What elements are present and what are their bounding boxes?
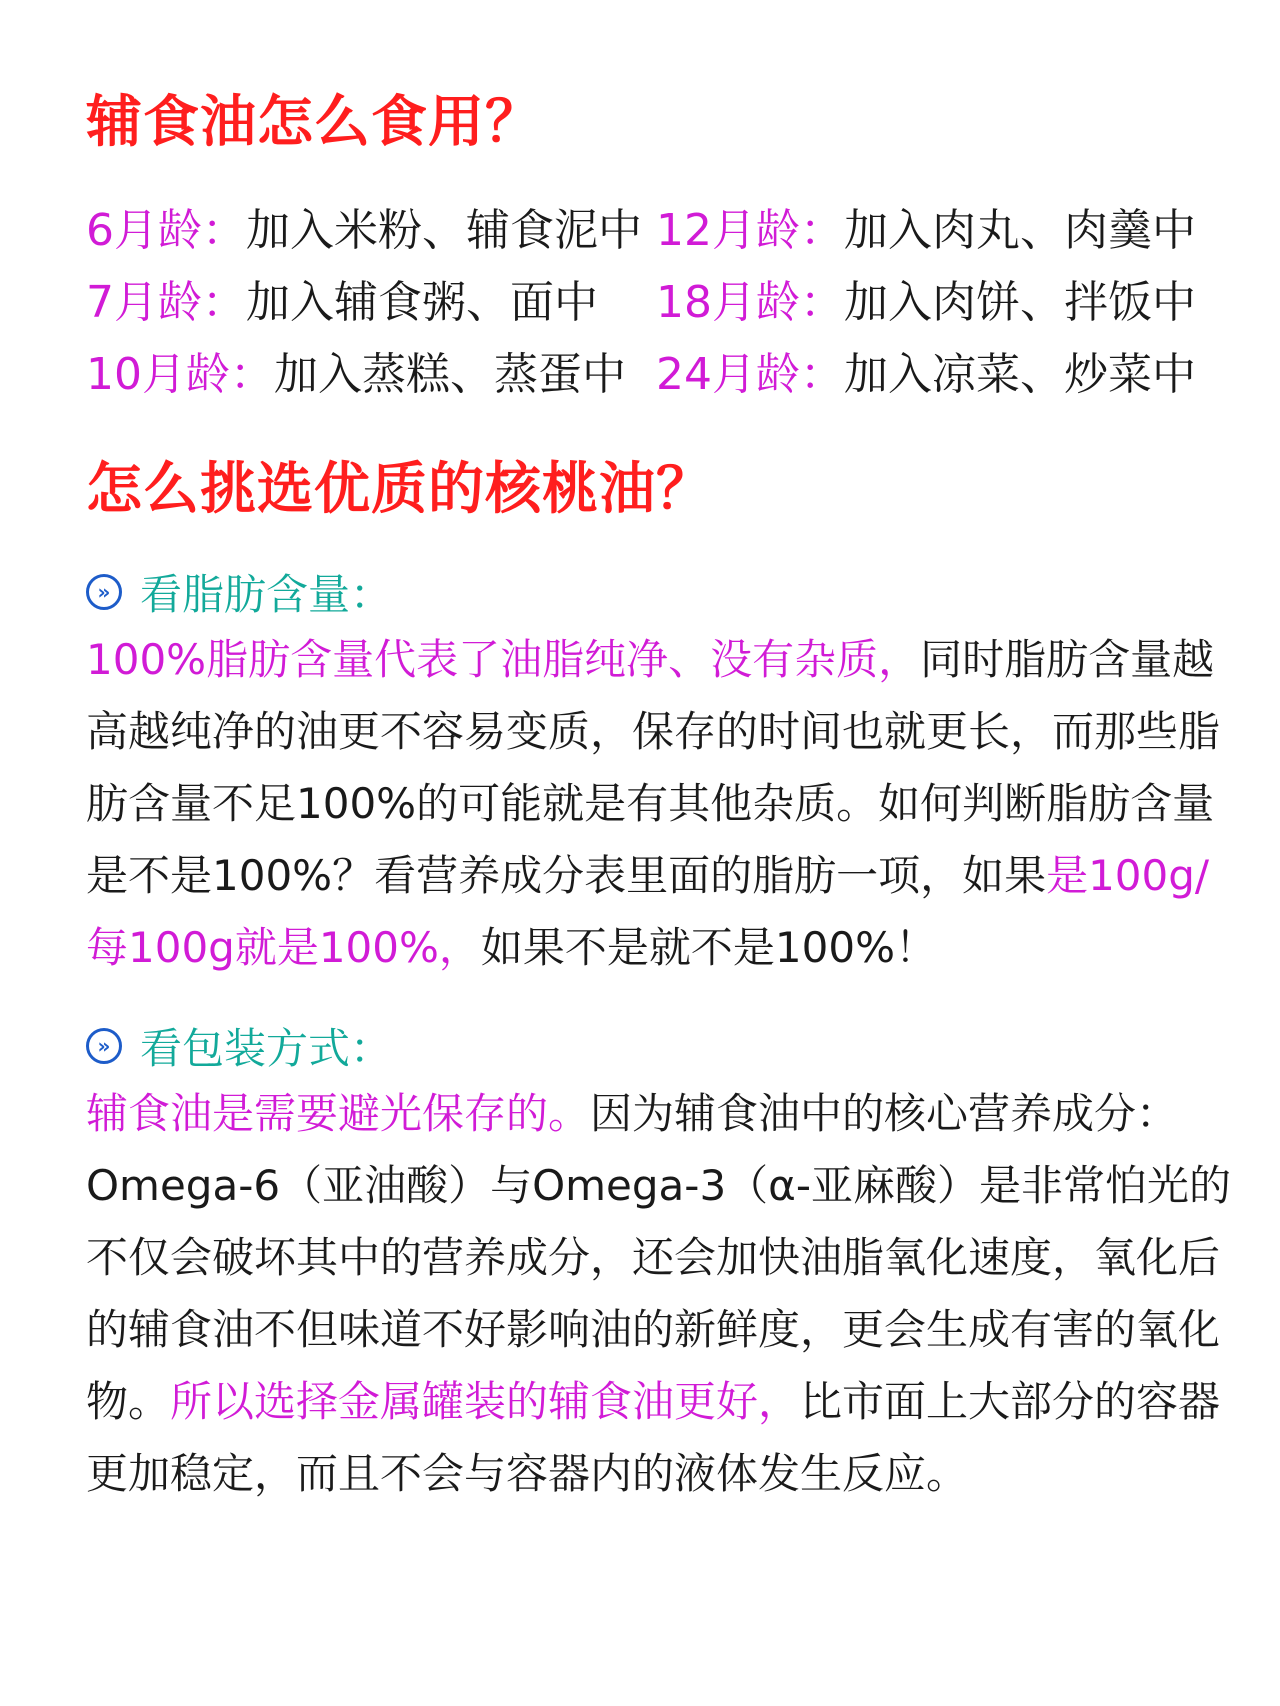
age-row	[86, 262, 1226, 334]
age-row	[86, 190, 1226, 262]
highlight-text: 是100g/每100g就是100%，	[86, 851, 1210, 972]
age-item	[86, 338, 656, 402]
paragraph-fat	[86, 624, 1236, 984]
age-label: 12月龄：	[656, 205, 844, 256]
age-label: 6月龄：	[86, 205, 246, 256]
double-chevron-right-icon: »	[86, 1028, 122, 1064]
double-chevron-right-icon: »	[86, 574, 122, 610]
subheading-packaging	[86, 1016, 392, 1076]
age-text: 加入米粉、辅食泥中	[246, 205, 642, 256]
body-text: 比市面上大部分的容器更加稳定，而且不会与容器内的液体发生反应。	[86, 1377, 1221, 1498]
age-label: 18月龄：	[656, 277, 844, 328]
age-label: 7月龄：	[86, 277, 246, 328]
age-item	[656, 194, 1226, 258]
subheading-packaging-label: 看包装方式：	[140, 1024, 393, 1073]
age-item	[656, 266, 1226, 330]
highlight-text: 辅食油是需要避光保存的。	[86, 1089, 591, 1138]
age-text: 加入肉丸、肉羹中	[844, 205, 1196, 256]
paragraph-packaging	[86, 1078, 1236, 1510]
subheading-fat-label: 看脂肪含量：	[140, 570, 393, 619]
section-title-selection: 怎么挑选优质的核桃油？	[86, 457, 713, 522]
age-item	[86, 266, 656, 330]
subheading-fat	[86, 562, 392, 622]
section-title-usage: 辅食油怎么食用？	[86, 90, 542, 155]
age-grid	[86, 190, 1226, 406]
age-label: 24月龄：	[656, 349, 844, 400]
age-text: 加入肉饼、拌饭中	[844, 277, 1196, 328]
body-text: 同时脂肪含量越高越纯净的油更不容易变质，保存的时间也就更长，而那些脂肪含量不足100%的可能就是有其他杂质。如何判断脂肪含量是不是100%？看营养成分表里面的脂肪一项，如果	[86, 635, 1221, 900]
highlight-text: 100%脂肪含量代表了油脂纯净、没有杂质，	[86, 635, 921, 684]
highlight-text: 所以选择金属罐装的辅食油更好，	[170, 1377, 801, 1426]
age-item	[86, 194, 656, 258]
body-text: 因为辅食油中的核心营养成分：Omega-6（亚油酸）与Omega-3（α-亚麻酸）是非常怕光的不仅会破坏其中的营养成分，还会加快油脂氧化速度，氧化后的辅食油不但味道不好影响油的新鲜度，更会生成有害的氧化物。	[86, 1089, 1232, 1426]
age-row	[86, 334, 1226, 406]
age-text: 加入蒸糕、蒸蛋中	[274, 349, 626, 400]
body-text: 如果不是就不是100%！	[480, 923, 937, 972]
age-label: 10月龄：	[86, 349, 274, 400]
age-text: 加入凉菜、炒菜中	[844, 349, 1196, 400]
age-item	[656, 338, 1226, 402]
age-text: 加入辅食粥、面中	[246, 277, 598, 328]
